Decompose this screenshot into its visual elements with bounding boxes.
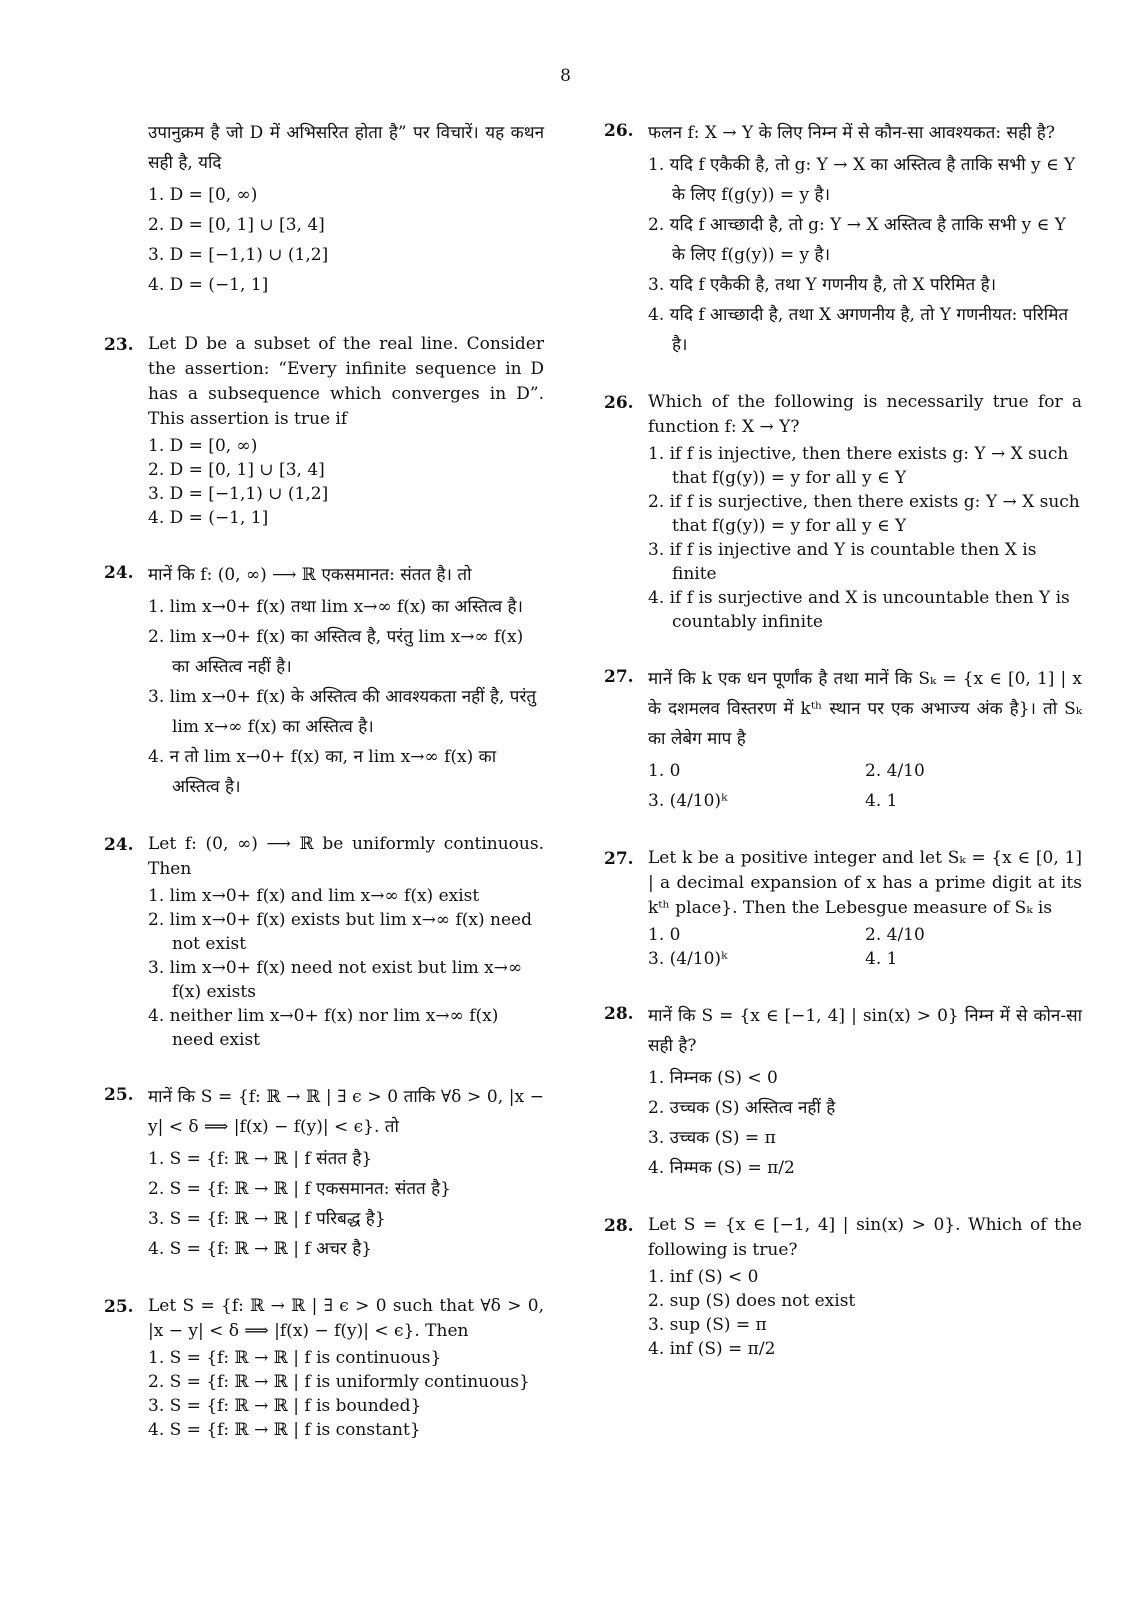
page-number: 8 (560, 66, 571, 86)
option: 3. sup (S) = π (648, 1315, 767, 1335)
question-25-hi (104, 1082, 544, 1264)
question-number: 26. (604, 393, 634, 413)
option: 4. यदि f आच्छादी है, तथा X अगणनीय है, तो Y गणनीयत: परिमित है। (648, 305, 1069, 355)
option: 1. 0 (648, 925, 681, 945)
option: 4. neither lim x→0+ f(x) nor lim x→∞ f(x) need exist (148, 1006, 499, 1050)
option: 2. उच्चक (S) अस्तित्व नहीं है (648, 1098, 836, 1118)
question-number: 24. (104, 835, 134, 855)
option: 2. lim x→0+ f(x) का अस्तित्व है, परंतु lim x→∞ f(x) का अस्तित्व नहीं है। (148, 627, 524, 677)
option: 3. if f is injective and Y is countable then X is finite (648, 540, 1037, 584)
question-number: 27. (604, 849, 634, 869)
options-list (648, 150, 1082, 360)
question-number: 25. (104, 1085, 134, 1105)
right-column (604, 118, 1082, 1391)
options-list (148, 434, 544, 530)
question-stem: उपानुक्रम है जो D में अभिसरित होता है” पर विचारें। यह कथन सही है, यदि (148, 123, 544, 173)
option: 4. 1 (865, 791, 898, 811)
question-stem: Which of the following is necessarily true for a function f: X → Y? (648, 392, 1082, 437)
options-list (148, 592, 544, 802)
question-stem: Let D be a subset of the real line. Consider the assertion: “Every infinite sequence in D has a subsequence which converges in D”. This assertion is true if (148, 334, 544, 429)
question-28-en (604, 1213, 1082, 1361)
option: 2. यदि f आच्छादी है, तो g: Y → X अस्तित्व है ताकि सभी y ∈ Y के लिए f(g(y)) = y है। (648, 215, 1066, 265)
question-number: 25. (104, 1297, 134, 1317)
option: 3. D = [−1,1) ∪ (1,2] (148, 484, 329, 504)
question-stem: Let k be a positive integer and let Sₖ = {x ∈ [0, 1] | a decimal expansion of x has a prime digit at its kᵗʰ place}. Then the Lebesgue measure of Sₖ is (648, 848, 1082, 918)
question-stem: मानें कि k एक धन पूर्णांक है तथा मानें कि Sₖ = {x ∈ [0, 1] | x के दशमलव विस्तरण में kᵗʰ स्थान पर एक अभाज्य अंक है}। तो Sₖ का लेबेग माप है (648, 669, 1082, 749)
option: 2. sup (S) does not exist (648, 1291, 856, 1311)
option: 3. S = {f: ℝ → ℝ | f परिबद्ध है} (148, 1209, 386, 1229)
option: 4. D = (−1, 1] (148, 275, 269, 295)
option: 1. 0 (648, 761, 681, 781)
option: 3. S = {f: ℝ → ℝ | f is bounded} (148, 1396, 422, 1416)
option: 4. inf (S) = π/2 (648, 1339, 776, 1359)
question-26-en (604, 390, 1082, 634)
option: 1. S = {f: ℝ → ℝ | f संतत है} (148, 1149, 373, 1169)
options-list (648, 1063, 1082, 1183)
question-stem: मानें कि S = {f: ℝ → ℝ | ∃ ϵ > 0 ताकि ∀δ > 0, |x − y| < δ ⟹ |f(x) − f(y)| < ϵ}. तो (148, 1087, 544, 1137)
options-list (648, 923, 1082, 971)
question-24-en (104, 832, 544, 1052)
option: 2. 4/10 (865, 925, 925, 945)
question-25-en (104, 1294, 544, 1442)
option: 4. if f is surjective and X is uncountable then Y is countably infinite (648, 588, 1070, 632)
options-list (648, 442, 1082, 634)
question-number: 28. (604, 1216, 634, 1236)
question-23-en (104, 332, 544, 530)
options-list (148, 1346, 544, 1442)
option: 1. if f is injective, then there exists g: Y → X such that f(g(y)) = y for all y ∈ Y (648, 444, 1069, 488)
question-24-hi (104, 560, 544, 802)
left-column (104, 118, 544, 1472)
option: 2. S = {f: ℝ → ℝ | f एकसमानत: संतत है} (148, 1179, 451, 1199)
options-list (148, 1144, 544, 1264)
option: 2. D = [0, 1] ∪ [3, 4] (148, 460, 325, 480)
option: 3. (4/10)ᵏ (648, 791, 728, 811)
options-list (648, 1265, 1082, 1361)
question-stem: फलन f: X → Y के लिए निम्न में से कौन-सा आवश्यकत: सही है? (648, 123, 1055, 143)
option: 3. lim x→0+ f(x) के अस्तित्व की आवश्यकता नहीं है, परंतु lim x→∞ f(x) का अस्तित्व है। (148, 687, 537, 737)
option: 1. lim x→0+ f(x) तथा lim x→∞ f(x) का अस्तित्व है। (148, 597, 523, 617)
question-stem: Let S = {f: ℝ → ℝ | ∃ ϵ > 0 such that ∀δ > 0, |x − y| < δ ⟹ |f(x) − f(y)| < ϵ}. Then (148, 1296, 544, 1341)
question-28-hi (604, 1001, 1082, 1183)
option: 4. S = {f: ℝ → ℝ | f is constant} (148, 1420, 421, 1440)
question-stem: मानें कि S = {x ∈ [−1, 4] | sin(x) > 0} निम्न में से कोन-सा सही है? (648, 1006, 1082, 1056)
question-continuation (104, 118, 544, 300)
options-list (648, 756, 1082, 816)
option: 1. S = {f: ℝ → ℝ | f is continuous} (148, 1348, 442, 1368)
option: 3. lim x→0+ f(x) need not exist but lim x→∞ f(x) exists (148, 958, 523, 1002)
option: 2. lim x→0+ f(x) exists but lim x→∞ f(x) need not exist (148, 910, 532, 954)
option: 3. (4/10)ᵏ (648, 949, 728, 969)
question-number: 27. (604, 667, 634, 687)
option: 4. निम्मक (S) = π/2 (648, 1158, 795, 1178)
option: 4. न तो lim x→0+ f(x) का, न lim x→∞ f(x) का अस्तित्व है। (148, 747, 497, 797)
question-27-hi (604, 664, 1082, 816)
option: 3. उच्चक (S) = π (648, 1128, 776, 1148)
option: 4. S = {f: ℝ → ℝ | f अचर है} (148, 1239, 373, 1259)
left-question-list (104, 332, 544, 1442)
question-number: 26. (604, 121, 634, 141)
question-stem: मानें कि f: (0, ∞) ⟶ ℝ एकसमानत: संतत है। तो (148, 565, 472, 585)
option: 1. D = [0, ∞) (148, 436, 258, 456)
question-stem: Let S = {x ∈ [−1, 4] | sin(x) > 0}. Which of the following is true? (648, 1215, 1082, 1260)
option: 3. D = [−1,1) ∪ (1,2] (148, 245, 329, 265)
option: 4. D = (−1, 1] (148, 508, 269, 528)
question-number: 24. (104, 563, 134, 583)
option: 3. यदि f एकैकी है, तथा Y गणनीय है, तो X परिमित है। (648, 275, 997, 295)
option: 1. inf (S) < 0 (648, 1267, 759, 1287)
option: 1. निम्नक (S) < 0 (648, 1068, 778, 1088)
right-question-list (604, 118, 1082, 1361)
option: 2. S = {f: ℝ → ℝ | f is uniformly continuous} (148, 1372, 530, 1392)
question-number: 23. (104, 335, 134, 355)
option: 4. 1 (865, 949, 898, 969)
option: 1. lim x→0+ f(x) and lim x→∞ f(x) exist (148, 886, 480, 906)
question-26-hi (604, 118, 1082, 360)
options-list (148, 180, 544, 300)
option: 2. 4/10 (865, 761, 925, 781)
question-stem: Let f: (0, ∞) ⟶ ℝ be uniformly continuous. Then (148, 834, 544, 879)
question-27-en (604, 846, 1082, 971)
question-number: 28. (604, 1004, 634, 1024)
options-list (148, 884, 544, 1052)
option: 2. if f is surjective, then there exists g: Y → X such that f(g(y)) = y for all y ∈ Y (648, 492, 1080, 536)
option: 1. D = [0, ∞) (148, 185, 258, 205)
option: 1. यदि f एकैकी है, तो g: Y → X का अस्तित्व है ताकि सभी y ∈ Y के लिए f(g(y)) = y है। (648, 155, 1076, 205)
option: 2. D = [0, 1] ∪ [3, 4] (148, 215, 325, 235)
